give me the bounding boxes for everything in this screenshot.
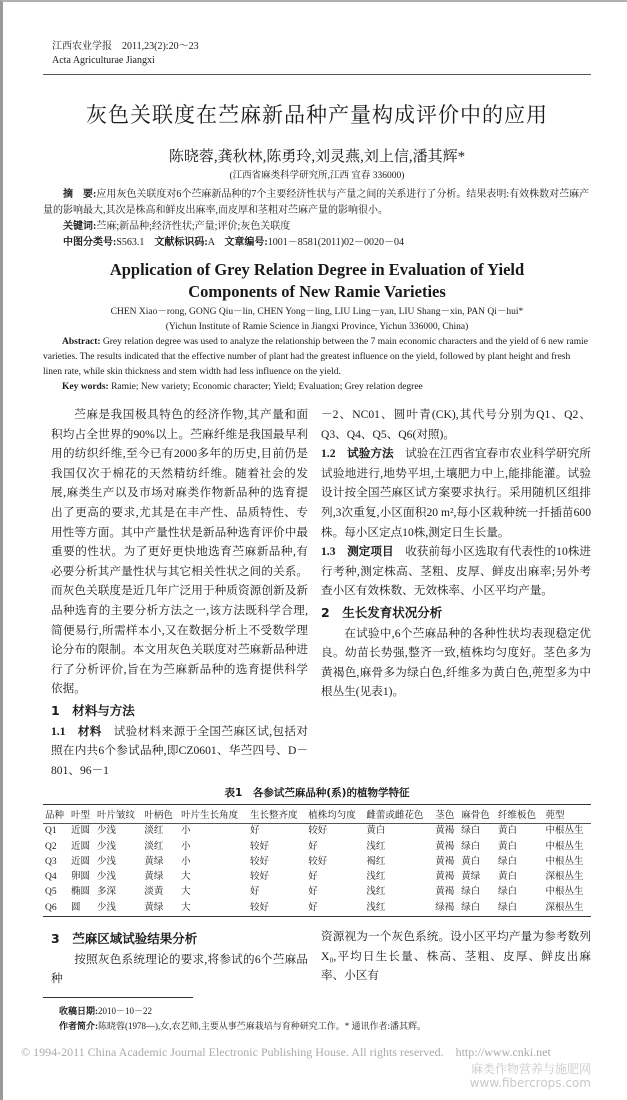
doccode: A (207, 237, 215, 248)
authors: 陈晓蓉,龚秋林,陈勇玲,刘灵燕,刘上信,潘其辉* (168, 149, 466, 165)
intro-paragraph: 苎麻是我国极具特色的经济作物,其产量和面积均占全世界的90%以上。苎麻纤维是我国最早利用的纺织纤维,至今已有2000多年的历史,目前仍是我国仅次于棉花的天然精纺纤维。随着社会的发展,麻类生产以及市场对麻类作物新品种的选育提出了更高的要求,尤其是在丰产性、品质特性、专用性等方面。其中产量性状是新品种选育评价中最重要的性状。为了更好更快地选育苎麻新品种,有必要分析其产量性状与其它相关性状之间的关系。而灰色关联度是近几年广泛用于种质资源创新及新品种选育的主要分析方法之一,该方法既科学合理,简便易行,所需样本小,又在数据分析上不受数学理论分布的限制。本文用灰色关联度对苎麻新品种进行了分析评价,旨在为苎麻新品种的选育提供科学依据。 (51, 408, 308, 696)
table-row (43, 870, 591, 885)
english-authors: CHEN Xiao－rong, GONG Qiu－lin, CHEN Yong－ling, LIU Ling－yan, LIU Shang－xin, PAN Qi－hui* (110, 307, 524, 317)
class-label: 中图分类号: (63, 237, 117, 248)
section-1-2-text: 试验在江西省宜春市农业科学研究所试验地进行,地势平坦,土壤肥力中上,能排能灌。试验设计按全国苎麻区试方案要求执行。采用随机区组排列,3次重复,小区面积20 m²,每小区栽种统一扦插苗600株。每小区定点10株,测定日生长量。 (321, 447, 591, 539)
table-cell: 好 (308, 872, 318, 883)
journal-header (43, 40, 591, 68)
table-cell: Q6 (43, 901, 69, 917)
footnote (43, 1004, 591, 1034)
received-date: 2010－10－22 (98, 1005, 153, 1016)
section-1-1-text: 试验材料来源于全国苎麻区试,包括对照在内共6个参试品种,即CZ0601、华苎四号、D－801、96－1 (51, 724, 308, 777)
author-bio: 陈晓蓉(1978—),女,农艺师,主要从事苎麻栽培与育种研究工作。* 通讯作者:潘其辉。 (98, 1020, 426, 1031)
table-header-cell: 雌蕾或雌花色 (364, 805, 433, 824)
table-header-cell: 生长整齐度 (248, 805, 306, 824)
table-row (43, 840, 591, 855)
english-title (43, 259, 591, 303)
table-cell: 好 (306, 901, 364, 917)
table-cell: 少浅 (96, 872, 116, 883)
table-header-cell: 品种 (43, 805, 69, 824)
table-cell: 近圆 (70, 841, 90, 852)
table-cell: 少浅 (96, 856, 116, 867)
copyright-notice: © 1994-2011 China Academic Journal Electronic Publishing House. All rights reserved. http://www.cnki.net (21, 1044, 551, 1059)
table-cell: 较好 (250, 841, 270, 852)
class-number: S563.1 (116, 237, 145, 248)
table-cell: Q4 (45, 872, 57, 883)
table-row (43, 824, 591, 840)
table-cell: 好 (250, 826, 260, 837)
section-2-heading: 2 生长发育状况分析 (321, 604, 443, 620)
table-cell: 中根丛生 (545, 841, 584, 852)
paper-title: 灰色关联度在苎麻新品种产量构成评价中的应用 (86, 103, 548, 127)
table-cell: 多深 (96, 887, 116, 898)
table-cell: 圆 (69, 901, 95, 917)
table-cell: 褐红 (366, 856, 386, 867)
table-cell: 好 (250, 887, 260, 898)
table-cell: 黄褐 (435, 841, 455, 852)
table-cell: 中根丛生 (545, 887, 584, 898)
table-cell: 好 (308, 887, 318, 898)
table-header-cell: 叶片生长角度 (179, 805, 248, 824)
journal-cn: 江西农业学报 2011,23(2):20～23 (52, 41, 199, 52)
english-affiliation: (Yichun Institute of Ramie Science in Jiangxi Province, Yichun 336000, China) (165, 322, 469, 332)
table-cell: 深根丛生 (543, 901, 591, 917)
body-columns (43, 405, 591, 780)
section-3-text: 按照灰色系统理论的要求,将参试的6个苎麻品种 (51, 952, 308, 986)
table-cell: 少浅 (96, 826, 116, 837)
table-cell: 小 (181, 841, 191, 852)
botanical-traits-table (43, 804, 591, 917)
table-cell: Q3 (45, 856, 57, 867)
article-label: 文章编号: (224, 237, 268, 248)
section-1-3-label: 1.3 测定项目 (321, 545, 394, 559)
table-cell: 黄白 (366, 826, 386, 837)
table-cell: 大 (181, 872, 191, 883)
doccode-label: 文献标识码: (154, 237, 208, 248)
table-cell: 较好 (250, 856, 270, 867)
watermark-line-1: 麻类作物营养与施肥网 (470, 1061, 591, 1076)
table-row (43, 901, 591, 917)
english-title-line-1: Application of Grey Relation Degree in Evaluation of Yield (109, 260, 525, 279)
watermark (43, 1062, 591, 1090)
table-cell: 绿褐 (433, 901, 459, 917)
table-cell: 小 (181, 826, 191, 837)
section-2-text: 在试验中,6个苎麻品种的各种性状均表现稳定优良。幼苗长势强,整齐一致,植株均匀度好。茎色多为黄褐色,麻骨多为绿白色,纤维多为黄白色,蔸型多为中根丛生(见表1)。 (321, 626, 591, 699)
english-abstract-text: Grey relation degree was used to analyze the relationship between the 7 main economic characters and the yield of 6 new ramie varieties. The results indicated that the effective number of plant had the greatest influence on the yield, followed by plant height and fresh linen rate, while skin thickness and stem width had less influence on the yield. (43, 337, 588, 377)
watermark-line-2: www.fibercrops.com (469, 1075, 591, 1090)
table-cell: 浅红 (366, 887, 386, 898)
table-cell: 少浅 (95, 901, 142, 917)
table-cell: 黄绿 (144, 856, 164, 867)
table-cell: 卵圆 (70, 872, 90, 883)
table-cell: 黄白 (498, 841, 518, 852)
table-cell: Q1 (45, 826, 57, 837)
table-cell: 深根丛生 (545, 872, 584, 883)
section-3-columns (43, 927, 591, 989)
table-cell: 大 (181, 887, 191, 898)
table-cell: 淡红 (144, 841, 164, 852)
table-cell: 较好 (308, 826, 328, 837)
table-cell: 绿白 (498, 887, 518, 898)
table-cell: 浅红 (366, 872, 386, 883)
table-cell: 少浅 (96, 841, 116, 852)
table-cell: 黄褐 (435, 856, 455, 867)
table-cell: 黄绿 (461, 872, 481, 883)
materials-continued: －2、NC01、圆叶青(CK),其代号分别为Q1、Q2、Q3、Q4、Q5、Q6(对照)。 (321, 408, 591, 441)
section-3-right-text: 资源视为一个灰色系统。设小区平均产量为参考数列X₀,平均日生长量、株高、茎粗、皮厚、鲜皮出麻率、小区有 (321, 930, 591, 983)
section-3-block (51, 927, 308, 989)
table-cell: 黄白 (498, 826, 518, 837)
table-cell: 近圆 (70, 856, 90, 867)
section-1-2-label: 1.2 试验方法 (321, 447, 394, 461)
table-cell: 淡红 (144, 826, 164, 837)
abstract-text: 应用灰色关联度对6个苎麻新品种的7个主要经济性状与产量之间的关系进行了分析。结果表明:有效株数对苎麻产量的影响最大,其次是株高和鲜皮出麻率,而皮厚和茎粗对苎麻产量的影响很小。 (43, 189, 590, 216)
bio-label: 作者简介: (59, 1020, 98, 1031)
table-cell: 较好 (248, 901, 306, 917)
table-header-cell: 叶柄色 (142, 805, 179, 824)
table-header-cell: 植株均匀度 (306, 805, 364, 824)
abstract-block (43, 187, 591, 251)
table-cell: Q2 (45, 841, 57, 852)
table-cell: 黄褐 (435, 826, 455, 837)
table-cell: Q5 (45, 887, 57, 898)
section-3-heading: 3 苎麻区域试验结果分析 (51, 931, 198, 947)
table-cell: 较好 (250, 872, 270, 883)
table-header-cell: 麻骨色 (459, 805, 496, 824)
section-1-1-label: 1.1 材料 (51, 724, 102, 738)
abstract-label: 摘 要: (63, 189, 97, 200)
english-title-line-2: Components of New Ramie Varieties (188, 282, 446, 301)
table-cell: 绿白 (461, 887, 481, 898)
table-header-row (43, 805, 591, 824)
table-cell: 绿白 (496, 901, 543, 917)
table-cell: 黄褐 (435, 872, 455, 883)
right-column (321, 405, 591, 780)
table-cell: 绿白 (461, 826, 481, 837)
header-rule (43, 74, 591, 75)
english-abstract-label: Abstract: (62, 337, 101, 347)
table-cell: 椭圆 (70, 887, 90, 898)
table-cell: 浅红 (364, 901, 433, 917)
affiliation: (江西省麻类科学研究所,江西 宜春 336000) (229, 171, 405, 181)
table-cell: 绿白 (461, 841, 481, 852)
table-cell: 好 (308, 841, 318, 852)
table-cell: 黄绿 (144, 872, 164, 883)
table-header-cell: 茎色 (433, 805, 459, 824)
table-header-cell: 蔸型 (543, 805, 591, 824)
table-cell: 小 (181, 856, 191, 867)
table-cell: 中根丛生 (545, 856, 584, 867)
table-header-cell: 纤维板色 (496, 805, 543, 824)
table-caption: 表1 各参试苎麻品种(系)的植物学特征 (224, 787, 410, 800)
table-header-cell: 叶型 (69, 805, 95, 824)
keywords-label: 关键词: (63, 221, 97, 232)
table-cell: 淡黄 (144, 887, 164, 898)
table-cell: 中根丛生 (545, 826, 584, 837)
table-cell: 绿白 (459, 901, 496, 917)
table-cell: 大 (179, 901, 248, 917)
table-cell: 黄白 (498, 872, 518, 883)
table-cell: 浅红 (366, 841, 386, 852)
article-number: 1001－8581(2011)02－0020－04 (267, 237, 405, 248)
keywords: 苎麻;新品种;经济性状;产量;评价;灰色关联度 (96, 221, 291, 232)
english-abstract-block (43, 335, 591, 395)
section-1-heading: 1 材料与方法 (51, 702, 135, 718)
section-1-3-text: 收获前每小区选取有代表性的10株进行考种,测定株高、茎粗、皮厚、鲜皮出麻率;另外考查小区有效株数、无效株率、小区平均产量。 (321, 545, 591, 598)
table-body (43, 824, 591, 917)
table-cell: 黄绿 (142, 901, 179, 917)
english-keywords: Ramie; New variety; Economic character; Yield; Evaluation; Grey relation degree (111, 382, 423, 392)
table-row (43, 855, 591, 870)
received-label: 收稿日期: (59, 1005, 98, 1016)
left-column (51, 405, 308, 780)
table-cell: 黄褐 (435, 887, 455, 898)
table-header-cell: 叶片皱纹 (95, 805, 142, 824)
journal-en: Acta Agriculturae Jiangxi (52, 55, 155, 66)
english-keywords-label: Key words: (62, 382, 109, 392)
footnote-rule (43, 997, 193, 998)
table-cell: 黄白 (461, 856, 481, 867)
table-cell: 近圆 (70, 826, 90, 837)
table-cell: 绿白 (498, 856, 518, 867)
table-cell: 较好 (308, 856, 328, 867)
table-row (43, 885, 591, 900)
